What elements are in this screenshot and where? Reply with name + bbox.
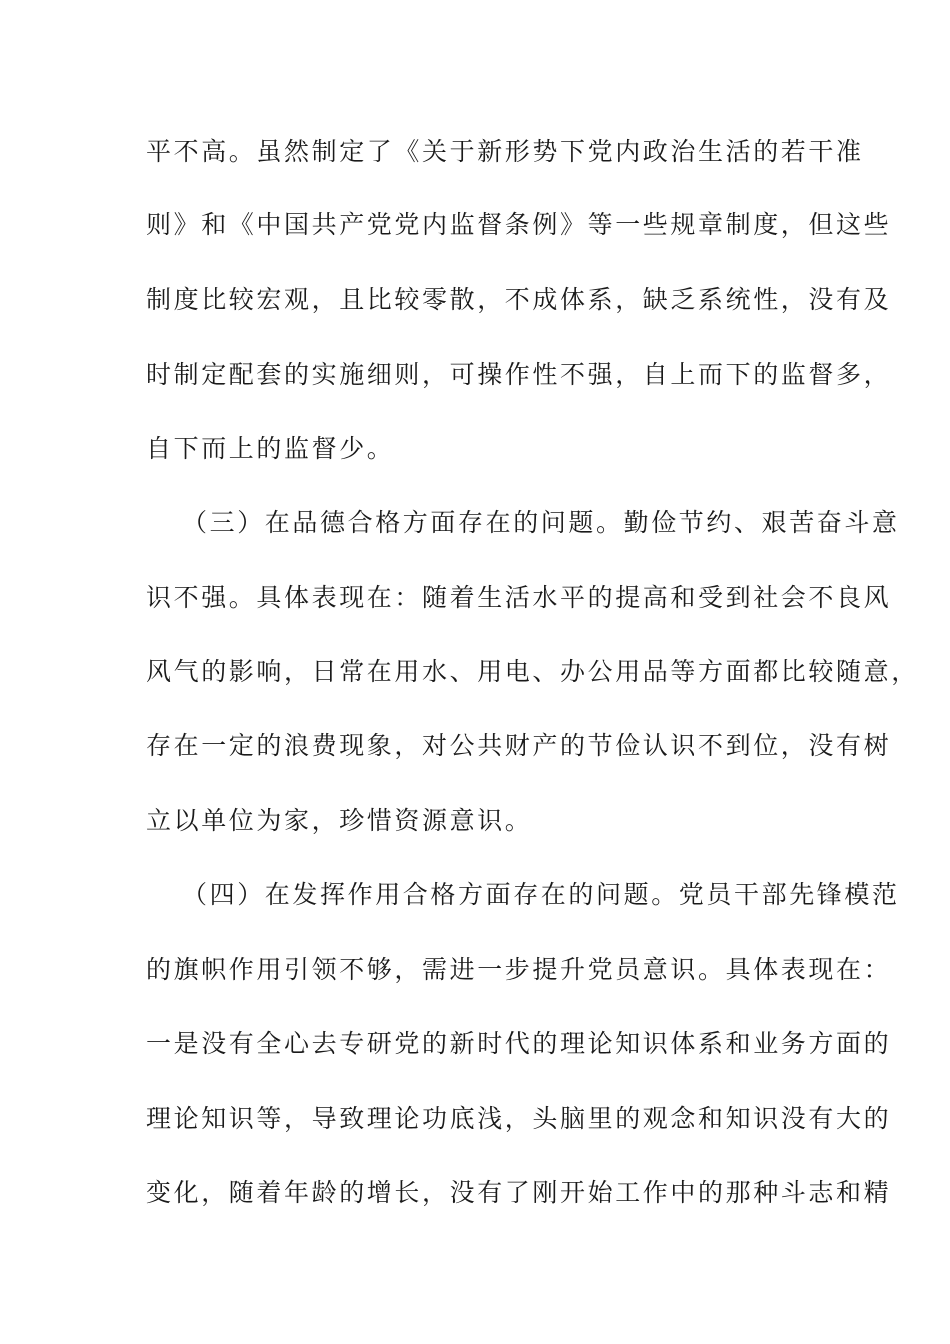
- text-line: 的旗帜作用引领不够，需进一步提升党员意识。具体表现在：: [146, 955, 892, 984]
- text-line: 平不高。虽然制定了《关于新形势下党内政治生活的若干准: [146, 137, 864, 166]
- text-line: 立以单位为家，珍惜资源意识。: [146, 806, 533, 835]
- text-line: 识不强。具体表现在：随着生活水平的提高和受到社会不良风: [146, 583, 892, 612]
- text-line: 则》和《中国共产党党内监督条例》等一些规章制度，但这些: [146, 210, 892, 239]
- paragraph-heading-line: （三）在品德合格方面存在的问题。勤俭节约、艰苦奋斗意: [182, 508, 900, 537]
- text-line: 理论知识等，导致理论功底浅，头脑里的观念和知识没有大的: [146, 1104, 892, 1133]
- text-line: 制度比较宏观，且比较零散，不成体系，缺乏系统性，没有及: [146, 285, 892, 314]
- text-line: 时制定配套的实施细则，可操作性不强，自上而下的监督多，: [146, 360, 892, 389]
- text-line: 风气的影响，日常在用水、用电、办公用品等方面都比较随意，: [146, 657, 919, 686]
- paragraph-heading-line: （四）在发挥作用合格方面存在的问题。党员干部先锋模范: [182, 880, 900, 909]
- text-line: 变化，随着年龄的增长，没有了刚开始工作中的那种斗志和精: [146, 1178, 892, 1207]
- text-line: 存在一定的浪费现象，对公共财产的节俭认识不到位，没有树: [146, 731, 892, 760]
- text-line: 一是没有全心去专研党的新时代的理论知识体系和业务方面的: [146, 1029, 892, 1058]
- text-line: 自下而上的监督少。: [146, 434, 395, 463]
